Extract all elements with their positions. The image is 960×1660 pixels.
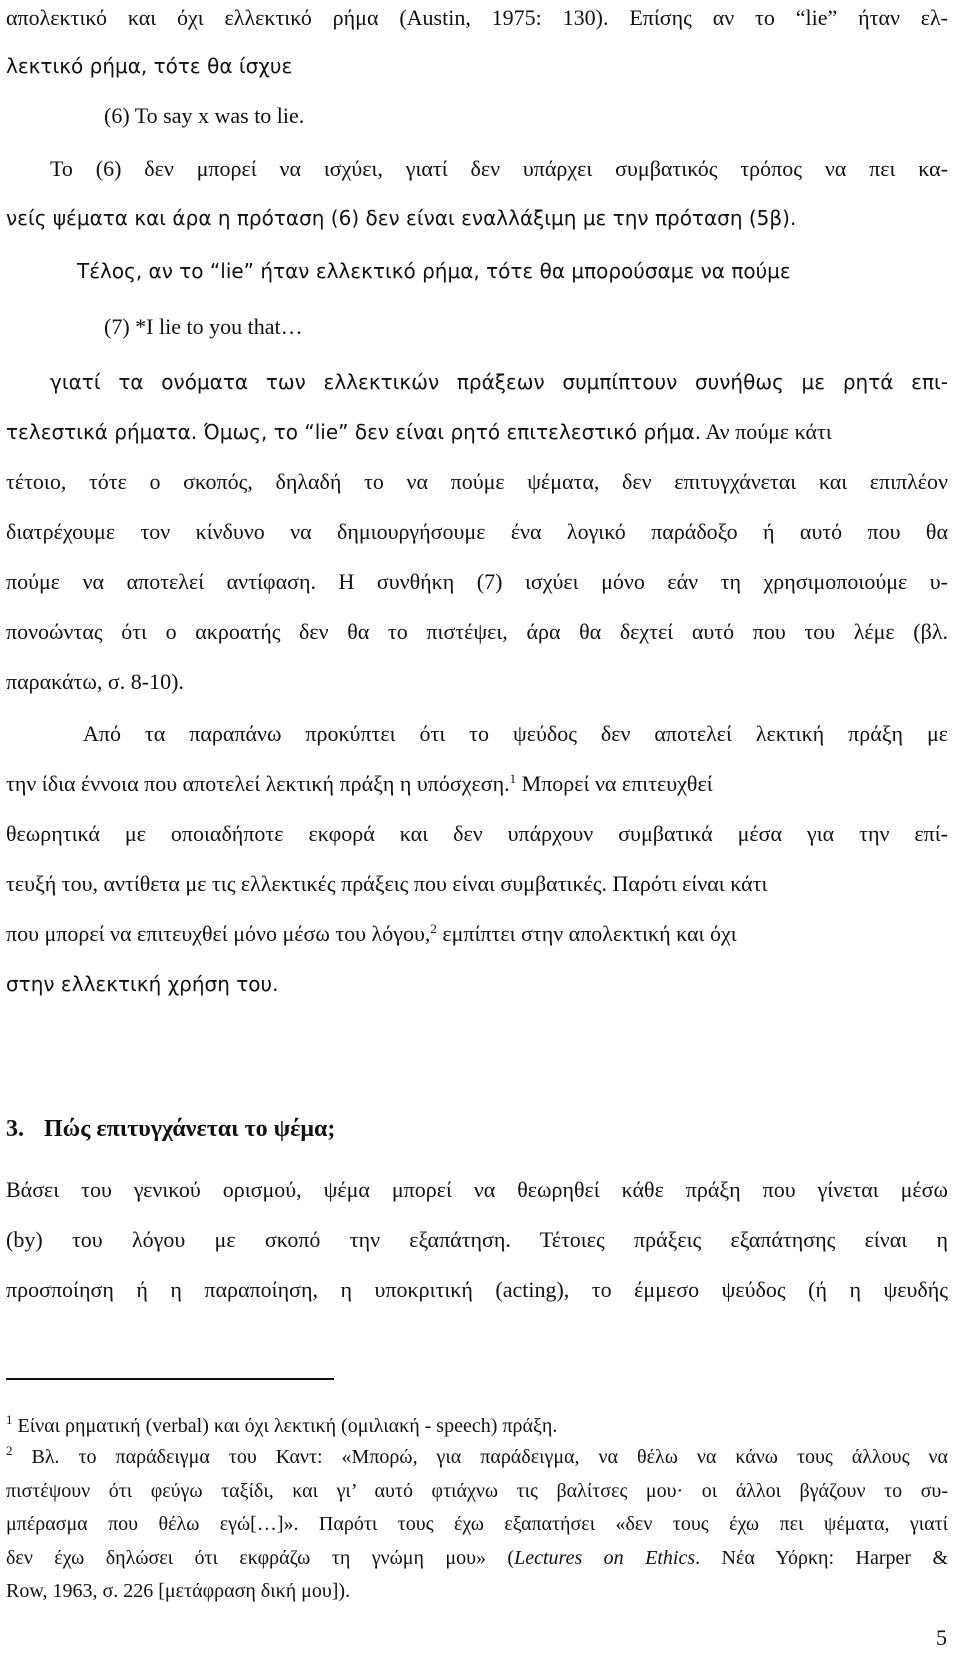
footnote-line (6, 1545, 948, 1571)
footnote-ref-2[interactable]: 2 (430, 921, 437, 936)
text-line: νείς ψέματα και άρα η πρόταση (6) δεν είναι εναλλάξιμη με την πρόταση (5β). (6, 206, 797, 230)
footnote-line: πιστέψουν ότι φεύγω ταξίδι, και γι’ αυτό φτιάχνω τις βαλίτσες μου· οι άλλοι βγάζουν το συ- (6, 1480, 948, 1502)
footnote-text: . Νέα Υόρκη: Harper & (695, 1547, 949, 1569)
text-span: την ίδια έννοια που αποτελεί λεκτική πράξη η υπόσχεση. (6, 771, 510, 796)
text-span: Παρότι είναι κάτι (607, 871, 768, 896)
text-span: τευξή του, αντίθετα με τις ελλεκτικές πράξεις που είναι συμβατικές. (6, 871, 607, 896)
text-line (6, 920, 948, 948)
example-6: (6) To say x was to lie. (104, 103, 305, 128)
section-heading (6, 1116, 335, 1143)
text-span: τελεστικά ρήματα. Όμως, το “lie” δεν είναι ρητό επιτελεστικό ρήμα. (6, 420, 702, 444)
text-line (6, 870, 948, 898)
text-line: λεκτικό ρήμα, τότε θα ίσχυε (6, 54, 293, 78)
text-line: προσποίηση ή η παραποίηση, η υποκριτική (acting), το έμμεσο ψεύδος (ή η ψευδής (6, 1277, 948, 1302)
text-span: Μπορεί να επιτευχθεί (516, 771, 713, 796)
text-line: διατρέχουμε τον κίνδυνο να δημιουργήσουμε ένα λογικό παράδοξο ή αυτό που θα (6, 519, 948, 544)
footnote-divider (6, 1378, 334, 1380)
footnote-text: δεν έχω δηλώσει ότι εκφράζω τη γνώμη μου» ( (6, 1547, 515, 1569)
text-line (6, 770, 948, 798)
text-span: εμπίπτει στην απολεκτική και όχι (436, 921, 737, 946)
text-line: γιατί τα ονόματα των ελλεκτικών πράξεων συμπίπτουν συνήθως με ρητά επι- (50, 370, 948, 394)
text-line: (by) του λόγου με σκοπό την εξαπάτηση. Τέτοιες πράξεις εξαπάτησης είναι η (6, 1227, 948, 1252)
text-line (6, 418, 948, 446)
example-7: (7) *I lie to you that… (104, 314, 303, 339)
book-title: Lectures on Ethics (514, 1547, 696, 1569)
footnote-2 (6, 1444, 948, 1470)
footnote-text: Βλ. το παράδειγμα του Καντ: «Μπορώ, για παράδειγμα, να θέλω να κάνω τους άλλους να (12, 1446, 948, 1468)
footnote-1 (6, 1413, 948, 1439)
text-line: Τέλος, αν το “lie” ήταν ελλεκτικό ρήμα, τότε θα μπορούσαμε να πούμε (77, 259, 791, 283)
footnote-mark: 1 (6, 1412, 13, 1427)
text-line: πούμε να αποτελεί αντίφαση. Η συνθήκη (7) ισχύει μόνο εάν τη χρησιμοποιούμε υ- (6, 569, 948, 594)
text-span: που μπορεί να επιτευχθεί μόνο μέσω του λόγου, (6, 921, 431, 946)
text-line: θεωρητικά με οποιαδήποτε εκφορά και δεν υπάρχουν συμβατικά μέσα για την επί- (6, 821, 948, 846)
text-line: Βάσει του γενικού ορισμού, ψέμα μπορεί να θεωρηθεί κάθε πράξη που γίνεται μέσω (6, 1177, 948, 1202)
footnote-line: Row, 1963, σ. 226 [μετάφραση δική μου]). (6, 1580, 351, 1602)
text-line: στην ελλεκτική χρήση του. (6, 972, 279, 996)
text-line: πονοώντας ότι ο ακροατής δεν θα το πιστέψει, άρα θα δεχτεί αυτό που του λέμε (βλ. (6, 619, 948, 644)
text-line: παρακάτω, σ. 8-10). (6, 669, 184, 694)
footnote-line: μπέρασμα που θέλω εγώ[…]». Παρότι τους έχω εξαπατήσει «δεν τους έχω πει ψέματα, γιατί (6, 1513, 948, 1535)
text-line: Από τα παραπάνω προκύπτει ότι το ψεύδος δεν αποτελεί λεκτική πράξη με (83, 721, 948, 746)
text-span: Αν πούμε κάτι (701, 419, 832, 444)
footnote-text: Είναι ρηματική (verbal) και όχι λεκτική (ομιλιακή - speech) πράξη. (12, 1415, 558, 1437)
section-number: 3. (6, 1116, 24, 1142)
text-line: απολεκτικό και όχι ελλεκτικό ρήμα (Austin, 1975: 130). Επίσης αν το “lie” ήταν ελ- (6, 5, 948, 30)
footnote-ref-1[interactable]: 1 (509, 771, 517, 786)
text-line: τέτοιο, τότε ο σκοπός, δηλαδή το να πούμε ψέματα, δεν επιτυγχάνεται και επιπλέον (6, 469, 948, 494)
section-title: Πώς επιτυγχάνεται το ψέμα; (44, 1116, 336, 1142)
footnote-mark: 2 (6, 1443, 13, 1458)
text-line: To (6) δεν μπορεί να ισχύει, γιατί δεν υπάρχει συμβατικός τρόπος να πει κα- (50, 156, 948, 181)
page-number: 5 (936, 1625, 947, 1650)
